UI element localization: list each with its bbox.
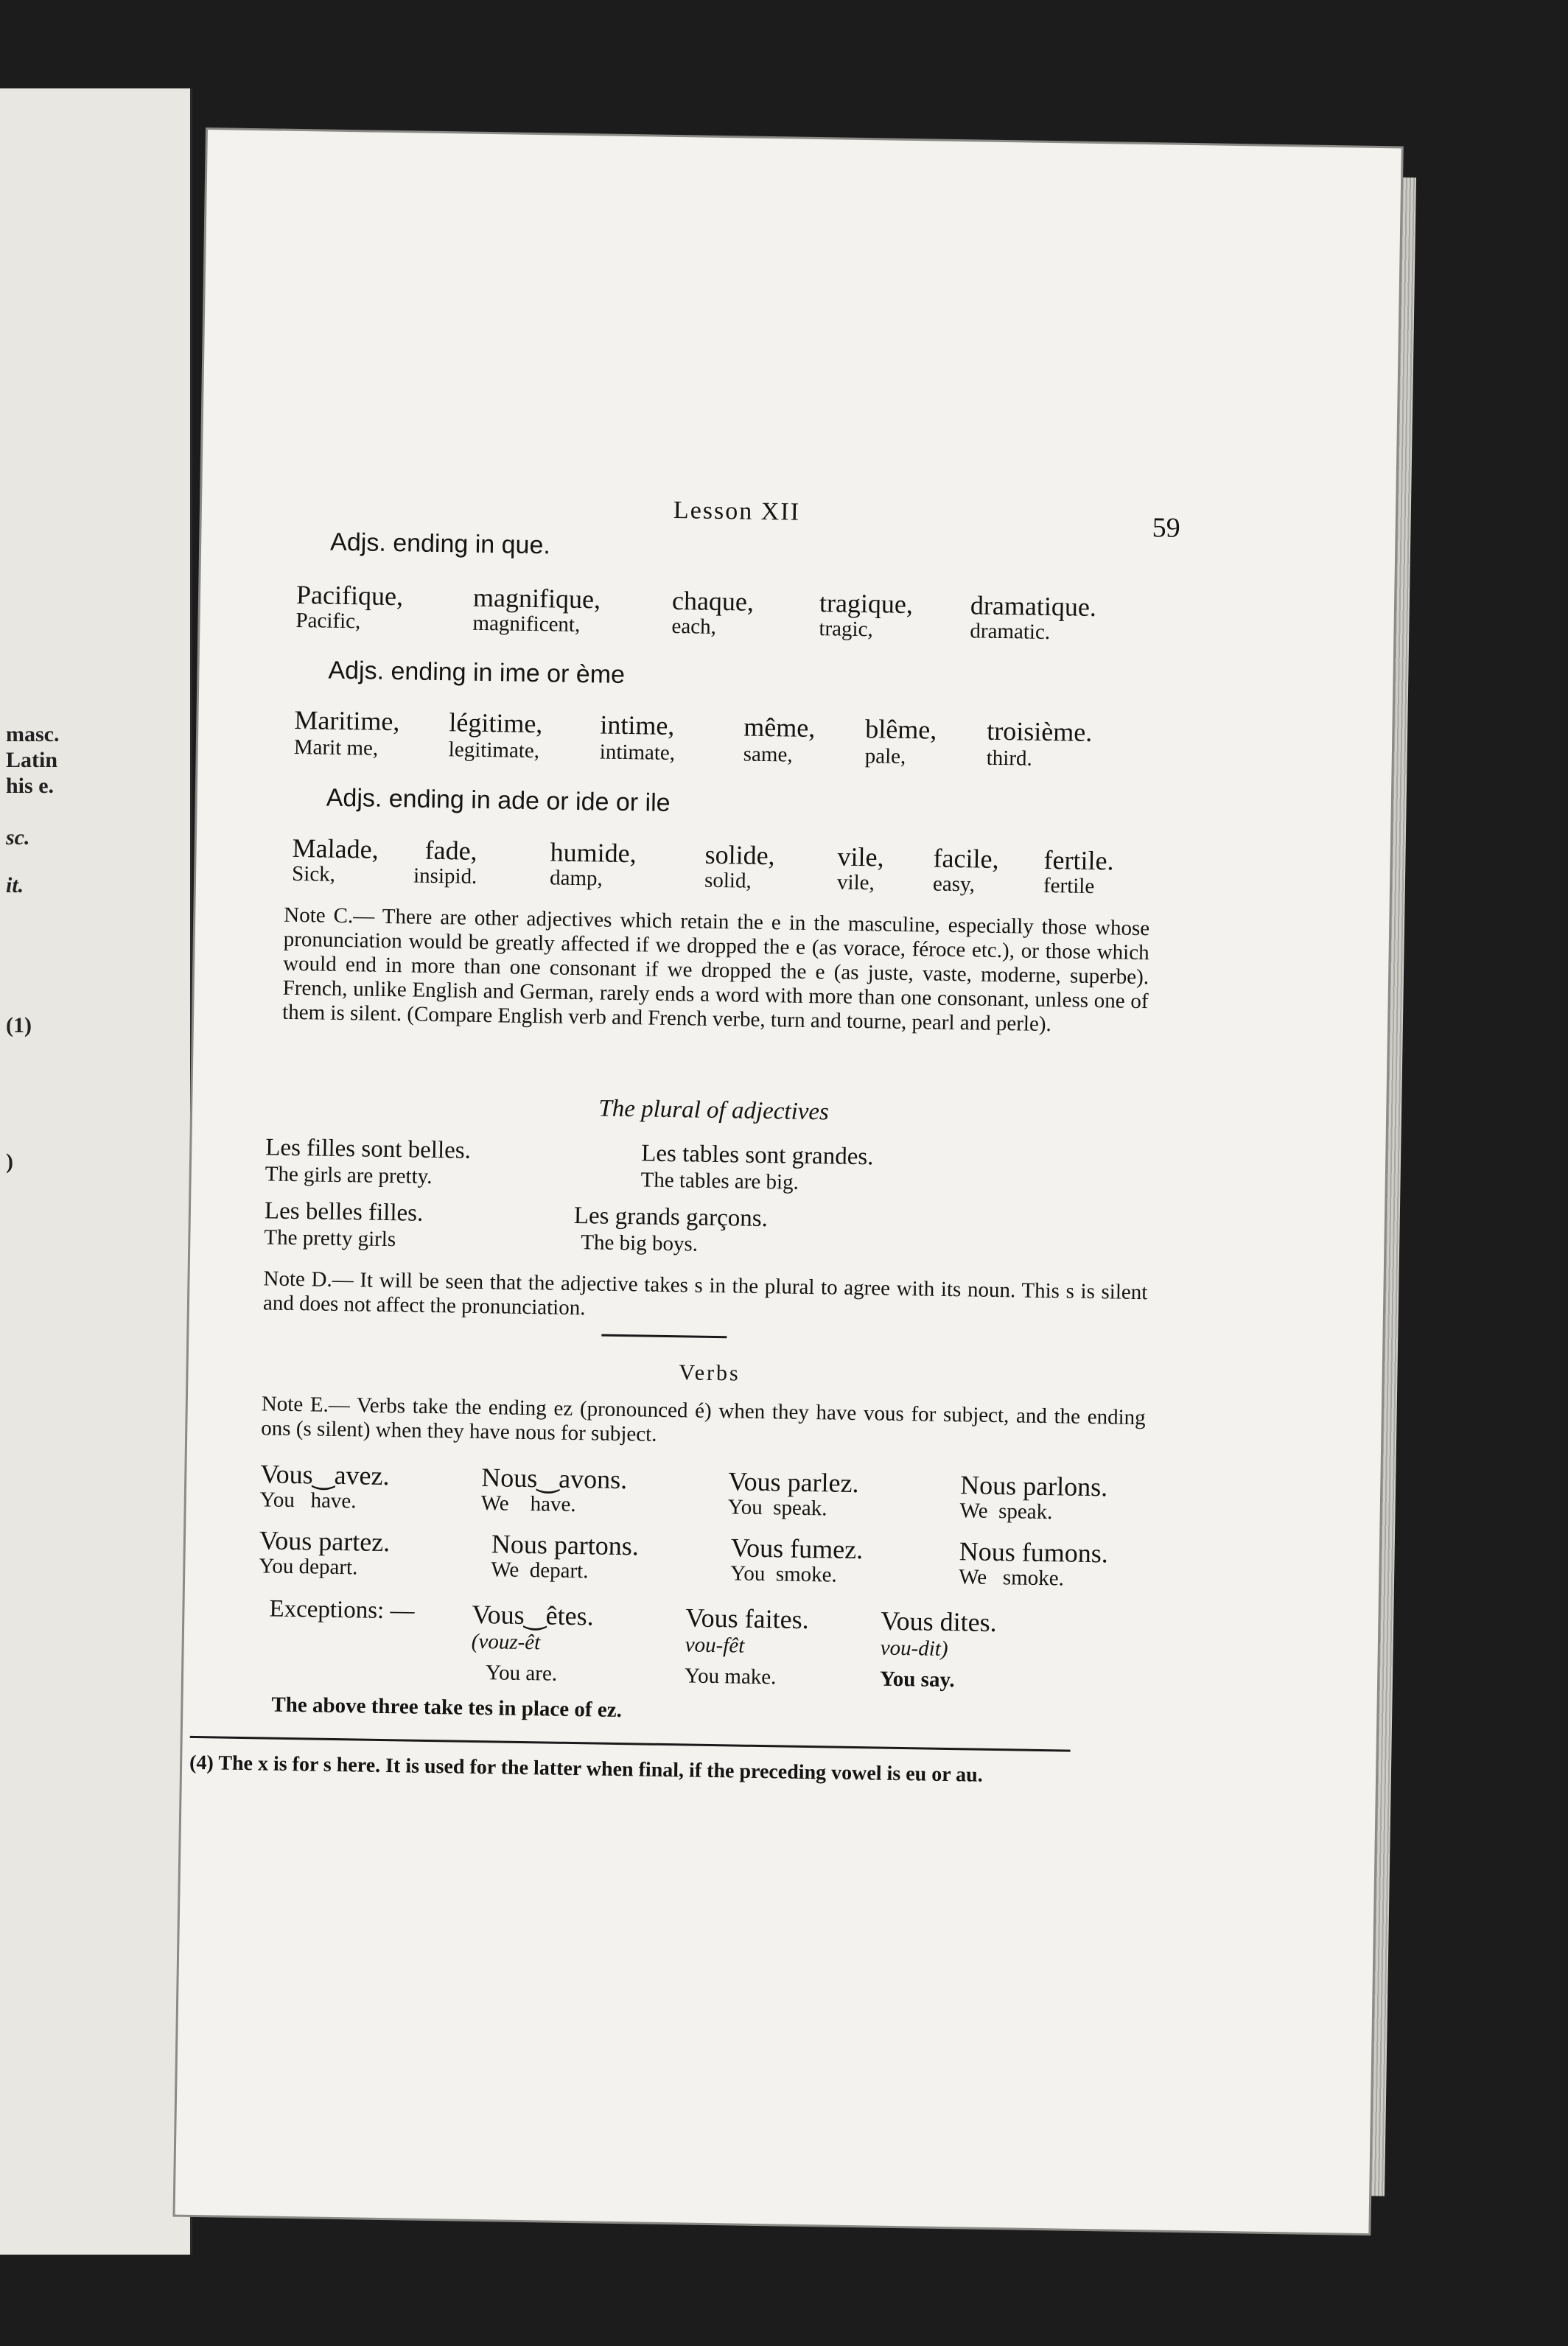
example-english: The girls are pretty.	[265, 1162, 433, 1188]
english-gloss: easy,	[932, 872, 976, 897]
book-page	[175, 130, 1401, 2233]
exceptions-label: Exceptions: —	[269, 1595, 415, 1625]
exception-english: You say.	[879, 1667, 955, 1692]
french-word: magnifique,	[472, 582, 601, 614]
verb-english: You speak.	[727, 1495, 827, 1521]
french-word: Malade,	[292, 833, 379, 864]
english-gloss: each,	[671, 614, 717, 639]
verb-french: Nous fumons.	[959, 1536, 1109, 1569]
left-fragment: his e.	[6, 774, 55, 798]
example-english: The tables are big.	[640, 1168, 799, 1194]
left-fragment: )	[6, 1149, 13, 1174]
page-number: 59	[1152, 512, 1180, 544]
english-gloss: fertile	[1043, 873, 1095, 899]
english-gloss: same,	[743, 742, 793, 767]
exception-french: Vous dites.	[881, 1606, 997, 1638]
example-english: The pretty girls	[264, 1225, 396, 1252]
exceptions-footer: The above three take tes in place of ez.	[271, 1692, 623, 1723]
french-word: dramatique.	[970, 590, 1097, 623]
french-word: blême,	[865, 714, 937, 745]
exception-english: You make.	[684, 1664, 777, 1690]
english-gloss: damp,	[549, 866, 603, 891]
french-word: troisième.	[987, 715, 1093, 747]
note-c: Note C.— There are other adjectives which retain the e in the masculine, especially those whose pronunciation would be greatly affected if we dropped the e (as vorace, féroce etc.), or those which would end in more than one consonant if we dropped the e (as juste, vaste, moderne, superbe). French, unlike English and German, rarely ends a word with more than one consonant, unless one of them is silent. (Compare English verb and French verbe, turn and tourne, pearl and perle).	[281, 903, 1150, 1037]
french-word: vile,	[837, 841, 884, 872]
french-word: Maritime,	[294, 704, 400, 737]
section-heading-ade: Adjs. ending in ade or ide or ile	[326, 783, 671, 817]
english-gloss: solid,	[704, 868, 752, 893]
example-english: The big boys.	[581, 1230, 699, 1256]
example-french: Les filles sont belles.	[265, 1134, 472, 1164]
left-fragment: (1)	[6, 1013, 32, 1037]
left-fragment: masc.	[6, 722, 60, 746]
english-gloss: third.	[986, 746, 1033, 771]
french-word: Pacifique,	[295, 579, 404, 612]
french-word: intime,	[600, 710, 675, 741]
lesson-header: Lesson XII	[673, 496, 801, 526]
note-d: Note D.— It will be seen that the adjective takes s in the plural to agree with its noun. This s is silent and does not affect the pronunciation.	[262, 1267, 1148, 1320]
left-fragment: sc.	[6, 825, 30, 850]
french-word: fade,	[424, 835, 477, 866]
example-french: Les tables sont grandes.	[640, 1140, 874, 1171]
french-word: même,	[743, 712, 816, 743]
exception-pronunciation: vou-dit)	[880, 1636, 948, 1662]
section-heading-que: Adjs. ending in que.	[329, 528, 551, 560]
french-word: tragique,	[819, 588, 914, 620]
english-gloss: intimate,	[599, 740, 676, 766]
english-gloss: vile,	[836, 870, 875, 895]
english-gloss: insipid.	[413, 864, 477, 889]
verb-english: We depart.	[491, 1558, 589, 1583]
section-heading-ime: Adjs. ending in ime or ème	[328, 656, 626, 689]
verb-french: Nous partons.	[491, 1529, 640, 1561]
english-gloss: dramatic.	[970, 619, 1051, 645]
exception-english: You are.	[485, 1661, 558, 1686]
left-fragment: Latin	[6, 748, 58, 772]
left-page-edge	[0, 88, 192, 2255]
exception-french: Vous faites.	[685, 1603, 809, 1635]
example-french: Les grands garçons.	[573, 1202, 769, 1233]
english-gloss: pale,	[864, 744, 906, 768]
french-word: chaque,	[671, 585, 755, 617]
verb-french: Vous fumez.	[730, 1533, 864, 1565]
verb-english: You smoke.	[730, 1561, 838, 1587]
french-word: humide,	[550, 837, 637, 869]
french-word: facile,	[933, 843, 999, 874]
verb-english: You have.	[259, 1488, 357, 1513]
english-gloss: magnificent,	[472, 611, 581, 637]
french-word: légitime,	[449, 707, 543, 739]
verb-english: You depart.	[259, 1554, 358, 1580]
english-gloss: Pacific,	[295, 608, 361, 634]
verb-french: Nous‿avons.	[481, 1463, 628, 1495]
verb-english: We smoke.	[959, 1565, 1065, 1591]
exception-french: Vous‿êtes.	[472, 1599, 594, 1631]
english-gloss: legitimate,	[448, 738, 540, 763]
exception-pronunciation: vou-fêt	[685, 1633, 745, 1658]
verb-french: Vous parlez.	[727, 1466, 859, 1499]
note-e: Note E.— Verbs take the ending ez (pronounced é) when they have vous for subject, and the ending ons (s silent) when they have nous for subject.	[261, 1392, 1146, 1446]
verb-english: We have.	[480, 1491, 576, 1517]
footnote-rule	[190, 1736, 1071, 1752]
verb-french: Vous‿avez.	[260, 1459, 390, 1491]
verb-french: Vous partez.	[259, 1525, 391, 1558]
exception-pronunciation: (vouz-êt	[471, 1629, 541, 1655]
english-gloss: Marit me,	[293, 735, 379, 760]
verbs-heading: Verbs	[679, 1360, 741, 1386]
english-gloss: tragic,	[819, 617, 873, 642]
left-fragment: it.	[6, 873, 24, 897]
french-word: solide,	[704, 839, 775, 871]
footnote: (4) The x is for s here. It is used for the latter when final, if the preceding vowel is eu or au.	[189, 1751, 983, 1787]
section-divider	[601, 1334, 727, 1339]
verb-english: We speak.	[959, 1499, 1053, 1524]
example-french: Les belles filles.	[264, 1197, 424, 1227]
plural-heading: The plural of adjectives	[598, 1095, 830, 1126]
french-word: fertile.	[1043, 844, 1114, 876]
english-gloss: Sick,	[291, 861, 336, 886]
verb-french: Nous parlons.	[959, 1470, 1108, 1502]
